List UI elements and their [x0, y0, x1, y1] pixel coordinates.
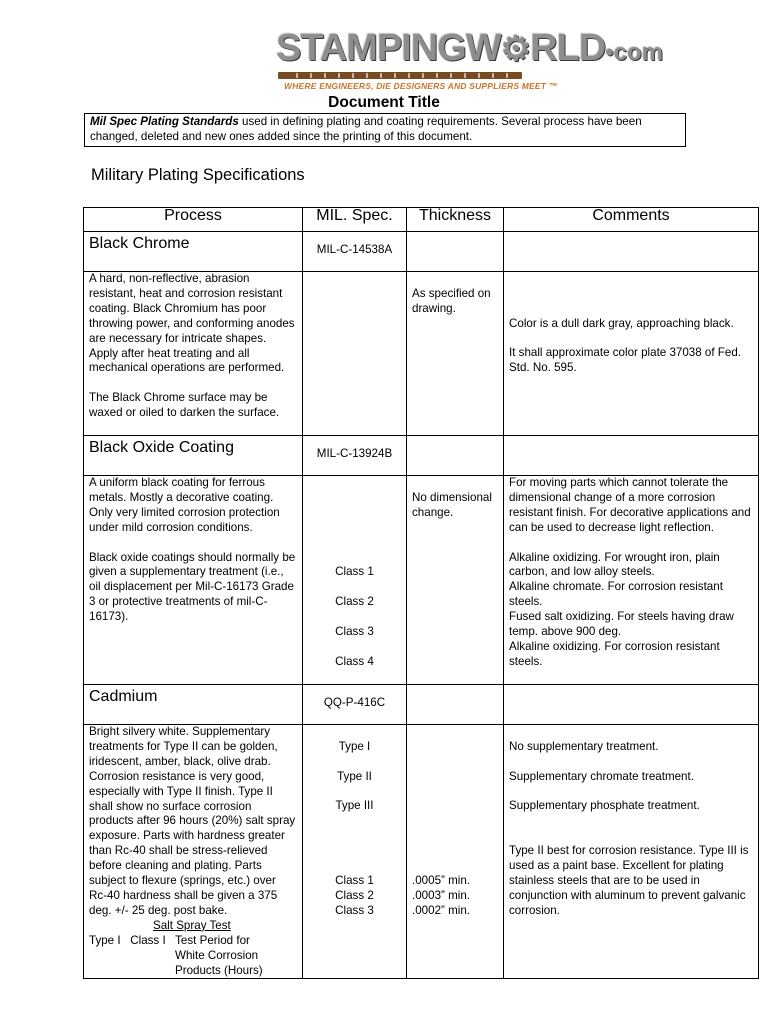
type-comment: Supplementary chromate treatment.: [509, 769, 694, 783]
header-thickness: Thickness: [407, 208, 504, 232]
document-title: Document Title: [328, 94, 440, 111]
logo-tagline: WHERE ENGINEERS, DIE DESIGNERS AND SUPPLIERS MEET ™: [284, 81, 558, 91]
class-label: Class 3: [335, 903, 374, 917]
type-label: Type III: [335, 799, 374, 813]
salt-spray-line: Products (Hours): [175, 963, 263, 977]
table-row: [84, 232, 759, 272]
intro-text: used in defining plating and coating requirements. Several process have been changed, deleted and new ones added since the printing of this document.: [90, 115, 642, 143]
class-comment: Alkaline chromate. For corrosion resistant steels.: [509, 580, 723, 609]
class-label: Class 3: [335, 624, 374, 638]
type-comment: Supplementary phosphate treatment.: [509, 799, 700, 813]
thickness-value: .0003” min.: [412, 888, 470, 902]
process-name: Black Oxide Coating: [89, 439, 234, 456]
mil-spec-code: MIL-C-14538A: [303, 232, 407, 272]
header-mil-spec: MIL. Spec.: [303, 208, 407, 232]
mil-spec-code: QQ-P-416C: [303, 685, 407, 725]
thickness-value: No dimensional change.: [412, 490, 492, 519]
table-header-row: [84, 208, 759, 232]
class-label: Class 1: [335, 565, 374, 579]
process-description-note: The Black Chrome surface may be waxed or oiled to darken the surface.: [89, 391, 280, 420]
type-label: Type I: [338, 739, 371, 753]
section-heading: Military Plating Specifications: [91, 166, 305, 184]
table-row: [84, 272, 759, 436]
plating-spec-table: [83, 207, 759, 979]
type-label: Type II: [337, 769, 372, 783]
header-comments: Comments: [504, 208, 759, 232]
class-comment: Alkaline oxidizing. For wrought iron, plain carbon, and low alloy steels.: [509, 550, 720, 579]
intro-emphasis: Mil Spec Plating Standards: [90, 115, 239, 128]
process-description-note: Black oxide coatings should normally be given a supplementary treatment (i.e., oil displacement per Mil-C-16173 Grade 3 or protective treatments of mil-C-16173).: [89, 550, 296, 624]
process-description: A hard, non-reflective, abrasion resistant, heat and corrosion resistant coating. Black Chromium has poor throwing power, and conforming anodes are necessary for intricate shapes. Apply after heat treating and all mechanical operations are performed.: [89, 272, 295, 375]
salt-spray-row: Type I Class I Test Period for: [89, 933, 250, 947]
table-row: [84, 476, 759, 685]
class-label: Class 2: [335, 595, 374, 609]
table-row: [84, 685, 759, 725]
stampingworld-logo: [276, 26, 663, 94]
process-description: A uniform black coating for ferrous metals. Mostly a decorative coating. Only very limited corrosion protection under mild corrosion conditions.: [89, 476, 280, 534]
salt-spray-title: Salt Spray Test: [153, 918, 231, 932]
intro-box: [84, 113, 686, 147]
class-label: Class 1: [335, 873, 374, 887]
comment-text: Type II best for corrosion resistance. Type III is used as a paint base. Excellent for plating stainless steels that are to be used in conjunction with aluminum to prevent galvanic corrosion.: [509, 844, 749, 917]
class-comment: Fused salt oxidizing. For steels having draw temp. above 900 deg.: [509, 610, 734, 639]
comment-text: Color is a dull dark gray, approaching black.: [509, 316, 734, 330]
logo-wordmark: STAMPINGW⚙RLD•com: [276, 27, 663, 69]
process-name: Black Chrome: [89, 235, 190, 252]
comment-text: For moving parts which cannot tolerate the dimensional change of a more corrosion resistant finish. For decorative applications and can be used to decrease light reflection.: [509, 476, 751, 534]
header-process: Process: [84, 208, 303, 232]
mil-spec-code: MIL-C-13924B: [303, 436, 407, 476]
process-name: Cadmium: [89, 688, 158, 705]
logo-ruler-ticks: [284, 73, 514, 78]
salt-spray-line: White Corrosion: [175, 948, 259, 962]
process-description: Bright silvery white. Supplementary treatments for Type II can be golden, iridescent, amber, black, olive drab. Corrosion resistance is very good, especially with Type II finish. Type II shall show no surface corrosion products after 96 hours (20%) salt spray exposure. Parts with hardness greater than Rc-40 shall be stress-relieved before cleaning and plating. Parts subject to flexure (springs, etc.) over Rc-40 hardness shall be given a 375 deg. +/- 25 deg. post bake.: [89, 725, 296, 917]
class-comment: Alkaline oxidizing. For corrosion resistant steels.: [509, 639, 720, 668]
comment-text: It shall approximate color plate 37038 of Fed. Std. No. 595.: [509, 346, 742, 375]
table-row: [84, 725, 759, 979]
thickness-value: As specified on drawing.: [412, 286, 491, 315]
class-label: Class 2: [335, 888, 374, 902]
thickness-value: .0005” min.: [412, 873, 470, 887]
thickness-value: .0002” min.: [412, 903, 470, 917]
class-label: Class 4: [335, 654, 374, 668]
table-row: [84, 436, 759, 476]
type-comment: No supplementary treatment.: [509, 739, 659, 753]
